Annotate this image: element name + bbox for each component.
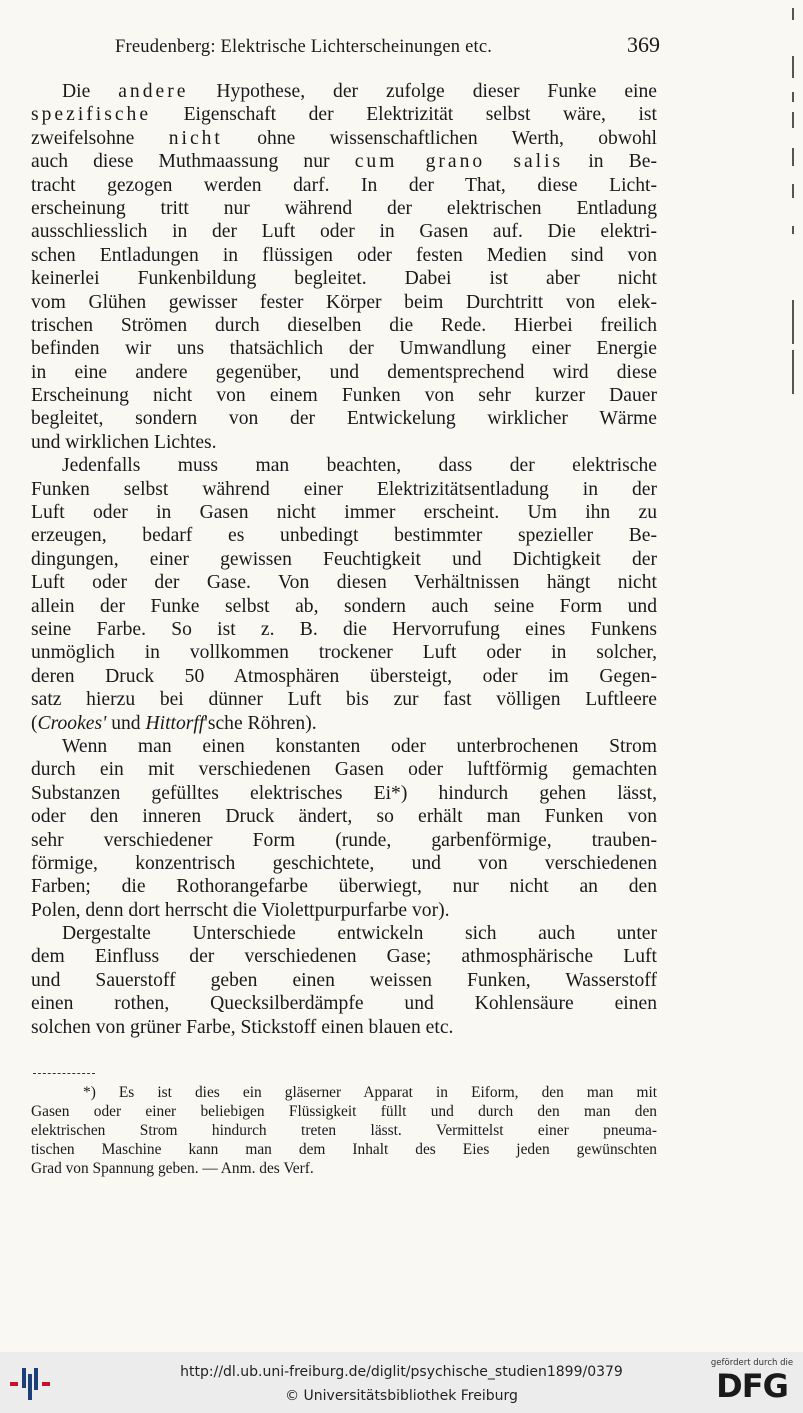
margin-mark bbox=[792, 350, 794, 394]
text-line: Funken selbst während einer Elektrizitätsentladung in der bbox=[31, 478, 657, 500]
margin-marks bbox=[788, 0, 803, 1352]
text-line: keinerlei Funkenbildung begleitet. Dabei ist aber nicht bbox=[31, 268, 657, 290]
footnote bbox=[31, 1083, 657, 1178]
margin-mark bbox=[792, 112, 794, 128]
dfg-wordmark: DFG bbox=[716, 1367, 788, 1405]
page-url[interactable]: http://dl.ub.uni-freiburg.de/diglit/psychische_studien1899/0379 bbox=[180, 1364, 623, 1380]
footnote-line: tischen Maschine kann man dem Inhalt des Eies jeden gewünschten bbox=[31, 1141, 657, 1158]
dfg-logo bbox=[709, 1358, 795, 1408]
margin-mark bbox=[792, 56, 794, 78]
text-line: schen Entladungen in flüssigen oder festen Medien sind von bbox=[31, 244, 657, 266]
text-line: und wirklichen Lichtes. bbox=[31, 431, 217, 453]
text-line: unmöglich in vollkommen trockener Luft oder in solcher, bbox=[31, 642, 657, 664]
text-line: zweifelsohne nicht ohne wissenschaftlichen Werth, obwohl bbox=[31, 127, 657, 149]
text-line: auch diese Muthmaassung nur cum grano salis in Be- bbox=[31, 151, 657, 173]
text-line: satz hierzu bei dünner Luft bis zur fast völligen Luftleere bbox=[31, 689, 657, 711]
margin-mark bbox=[792, 300, 794, 344]
footnote-line: *) Es ist dies ein gläserner Apparat in Eiform, den man mit bbox=[83, 1084, 657, 1101]
page-header bbox=[115, 32, 660, 64]
footnote-line: elektrischen Strom hindurch treten lässt. Vermittelst einer pneuma- bbox=[31, 1122, 657, 1139]
text-line: ausschliesslich in der Luft oder in Gasen auf. Die elektri- bbox=[31, 221, 657, 243]
text-line: deren Druck 50 Atmosphären übersteigt, oder im Gegen- bbox=[31, 665, 657, 687]
page-number: 369 bbox=[627, 32, 660, 57]
body-text bbox=[31, 80, 657, 1039]
text-line: Erscheinung nicht von einem Funken von sehr kurzer Dauer bbox=[31, 385, 657, 407]
text-line: in eine andere gegenüber, und dementsprechend wird diese bbox=[31, 361, 657, 383]
text-line: erzeugen, bedarf es unbedingt bestimmter spezieller Be- bbox=[31, 525, 657, 547]
copyright-notice: © Universitätsbibliothek Freiburg bbox=[285, 1388, 518, 1404]
margin-mark bbox=[792, 184, 794, 198]
text-line: (Crookes' und Hittorff'sche Röhren). bbox=[31, 712, 317, 734]
text-line: befinden wir uns thatsächlich der Umwandlung einer Energie bbox=[31, 338, 657, 360]
text-line: solchen von grüner Farbe, Stickstoff einen blauen etc. bbox=[31, 1016, 454, 1038]
text-line: Jedenfalls muss man beachten, dass der elektrische bbox=[62, 455, 657, 477]
text-line: einen rothen, Quecksilberdämpfe und Kohlensäure einen bbox=[31, 993, 657, 1015]
margin-mark bbox=[792, 8, 794, 20]
text-line: seine Farbe. So ist z. B. die Hervorrufung eines Funkens bbox=[31, 618, 657, 640]
viewer-footer bbox=[0, 1352, 803, 1413]
text-line: Polen, denn dort herrscht die Violettpurpurfarbe vor). bbox=[31, 899, 450, 921]
footnote-rule bbox=[33, 1073, 95, 1074]
text-line: oder den inneren Druck ändert, so erhält man Funken von bbox=[31, 806, 657, 828]
text-line: spezifische Eigenschaft der Elektrizität selbst wäre, ist bbox=[31, 104, 657, 126]
text-line: Luft oder der Gase. Von diesen Verhältnissen hängt nicht bbox=[31, 572, 657, 594]
text-line: allein der Funke selbst ab, sondern auch seine Form und bbox=[31, 595, 657, 617]
margin-mark bbox=[792, 92, 794, 102]
text-line: und Sauerstoff geben einen weissen Funken, Wasserstoff bbox=[31, 969, 657, 991]
text-line: begleitet, sondern von der Entwickelung wirklicher Wärme bbox=[31, 408, 657, 430]
text-line: förmige, konzentrisch geschichtete, und von verschiedenen bbox=[31, 852, 657, 874]
text-line: Die andere Hypothese, der zufolge dieser Funke eine bbox=[62, 81, 657, 102]
text-line: Substanzen gefülltes elektrisches Ei*) hindurch gehen lässt, bbox=[31, 782, 657, 804]
text-line: erscheinung tritt nur während der elektrischen Entladung bbox=[31, 197, 657, 219]
footnote-line: Gasen oder einer beliebigen Flüssigkeit füllt und durch den man den bbox=[31, 1103, 657, 1120]
text-line: Farben; die Rothorangefarbe überwiegt, nur nicht an den bbox=[31, 876, 657, 898]
margin-mark bbox=[792, 226, 794, 234]
text-line: Luft oder in Gasen nicht immer erscheint. Um ihn zu bbox=[31, 502, 657, 524]
text-line: trischen Strömen durch dieselben die Rede. Hierbei freilich bbox=[31, 314, 657, 336]
text-line: dingungen, einer gewissen Feuchtigkeit und Dichtigkeit der bbox=[31, 548, 657, 570]
text-line: sehr verschiedener Form (runde, garbenförmige, trauben- bbox=[31, 829, 657, 851]
text-line: Dergestalte Unterschiede entwickeln sich auch unter bbox=[62, 923, 657, 945]
margin-mark bbox=[792, 148, 794, 166]
text-line: vom Glühen gewisser fester Körper beim Durchtritt von elek- bbox=[31, 291, 657, 313]
running-title: Freudenberg: Elektrische Lichterscheinungen etc. bbox=[115, 37, 493, 57]
dfg-caption: gefördert durch die bbox=[710, 1358, 794, 1368]
text-line: dem Einfluss der verschiedenen Gase; athmosphärische Luft bbox=[31, 946, 657, 968]
text-line: Wenn man einen konstanten oder unterbrochenen Strom bbox=[62, 735, 657, 757]
text-line: durch ein mit verschiedenen Gasen oder luftförmig gemachten bbox=[31, 759, 657, 781]
footnote-line: Grad von Spannung geben. — Anm. des Verf. bbox=[31, 1160, 314, 1177]
text-line: tracht gezogen werden darf. In der That, diese Licht- bbox=[31, 174, 657, 196]
